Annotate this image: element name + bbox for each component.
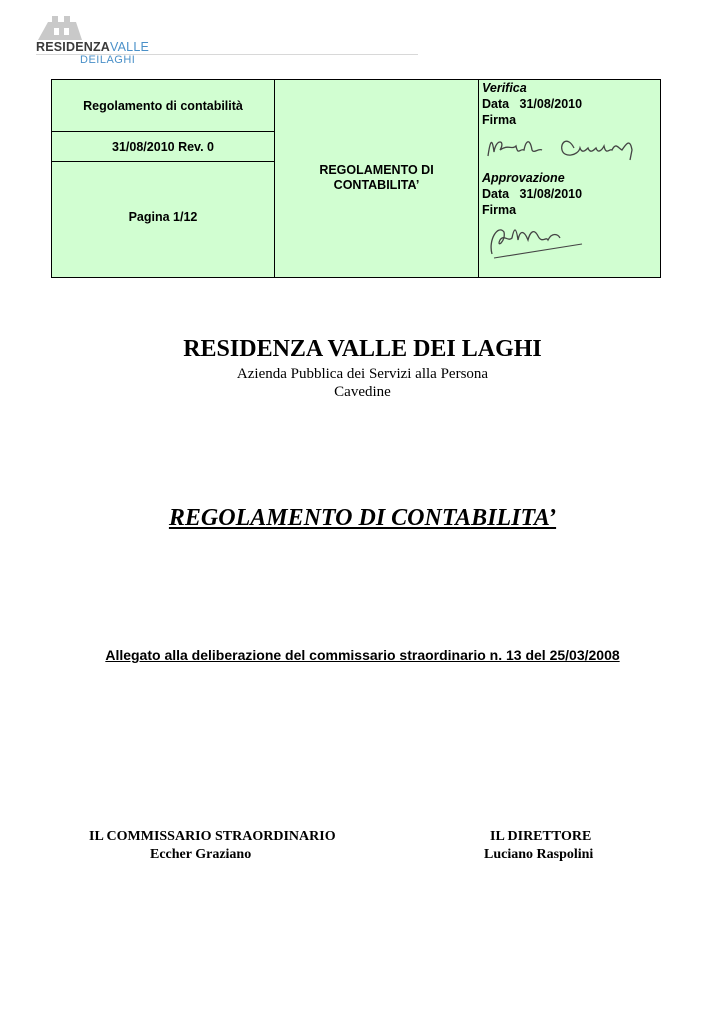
approvazione-date: Data 31/08/2010 bbox=[482, 187, 583, 201]
document-title: REGOLAMENTO DI CONTABILITA’ bbox=[168, 505, 557, 531]
verifica-label: Verifica bbox=[482, 81, 527, 95]
commissioner-name: Eccher Graziano bbox=[150, 847, 252, 862]
doc-name-cell: Regolamento di contabilità bbox=[52, 80, 275, 132]
doc-title-cell: REGOLAMENTO DI CONTABILITA’ bbox=[275, 80, 479, 277]
revision-cell: 31/08/2010 Rev. 0 bbox=[52, 132, 275, 162]
director-name: Luciano Raspolini bbox=[484, 847, 594, 862]
approvazione-firma-label: Firma bbox=[482, 203, 517, 217]
attachment-note: Allegato alla deliberazione del commissario straordinario n. 13 del 25/03/2008 bbox=[105, 647, 620, 663]
logo-wordmark-sub: DEILAGHI bbox=[80, 54, 136, 66]
verifica-signature bbox=[482, 128, 658, 170]
director-role: IL DIRETTORE bbox=[490, 829, 592, 844]
verifica-firma-label: Firma bbox=[482, 113, 517, 127]
org-name-heading: RESIDENZA VALLE DEI LAGHI bbox=[183, 336, 542, 362]
header-table bbox=[51, 79, 661, 278]
commissioner-role: IL COMMISSARIO STRAORDINARIO bbox=[89, 829, 336, 844]
approvazione-signature bbox=[482, 218, 658, 262]
org-city: Cavedine bbox=[334, 384, 391, 400]
logo-wordmark: RESIDENZAVALLE bbox=[36, 40, 150, 54]
verifica-date: Data 31/08/2010 bbox=[482, 97, 583, 111]
approval-cell bbox=[479, 80, 660, 277]
approvazione-label: Approvazione bbox=[482, 171, 565, 185]
page-cell: Pagina 1/12 bbox=[52, 162, 275, 277]
org-type: Azienda Pubblica dei Servizi alla Persona bbox=[236, 366, 489, 382]
